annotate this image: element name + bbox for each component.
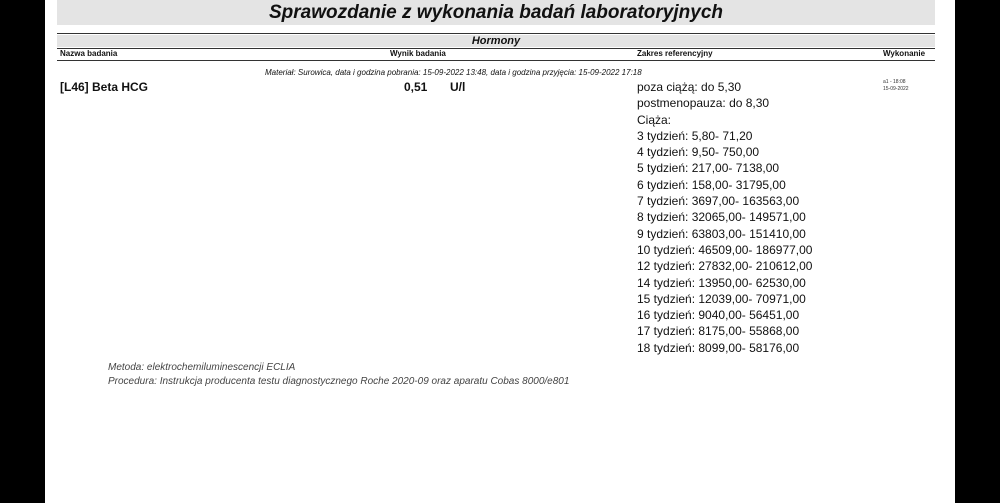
procedure-note: Procedura: Instrukcja producenta testu diagnostycznego Roche 2020-09 oraz aparatu Cobas 8000/e801 — [108, 376, 570, 387]
report-title: Sprawozdanie z wykonania badań laboratoryjnych — [57, 0, 935, 25]
divider — [57, 60, 935, 61]
material-info: Materiał: Surowica, data i godzina pobrania: 15-09-2022 13:48, data i godzina przyjęcia: 15-09-2022 17:18 — [265, 68, 642, 77]
reference-range-item: 17 tydzień: 8175,00- 55868,00 — [637, 324, 800, 339]
execution-date: 15-09-2022 — [883, 86, 909, 92]
reference-range-item: 4 tydzień: 9,50- 750,00 — [637, 145, 760, 160]
reference-range-item: 6 tydzień: 158,00- 31795,00 — [637, 177, 786, 192]
test-name: [L46] Beta HCG — [60, 80, 149, 94]
reference-range-item: 8 tydzień: 32065,00- 149571,00 — [637, 210, 806, 225]
method-note: Metoda: elektrochemiluminescencji ECLIA — [108, 362, 296, 373]
reference-range-item: 5 tydzień: 217,00- 7138,00 — [637, 161, 780, 176]
reference-range-item: 9 tydzień: 63803,00- 151410,00 — [637, 226, 806, 241]
reference-range-item: 7 tydzień: 3697,00- 163563,00 — [637, 194, 800, 209]
reference-range-item: Ciąża: — [637, 112, 672, 127]
reference-range-item: postmenopauza: do 8,30 — [637, 96, 770, 111]
reference-range-item: 12 tydzień: 27832,00- 210612,00 — [637, 259, 813, 274]
column-header-name: Nazwa badania — [60, 49, 118, 58]
reference-range-item: 3 tydzień: 5,80- 71,20 — [637, 128, 753, 143]
execution-code: a1 - 18:08 — [883, 79, 906, 85]
result-value: 0,51 — [404, 80, 428, 94]
section-header: Hormony — [57, 35, 935, 47]
reference-range-item: 10 tydzień: 46509,00- 186977,00 — [637, 242, 813, 257]
result-unit: U/l — [450, 80, 466, 94]
reference-range-list — [637, 79, 812, 356]
reference-range-item: poza ciążą: do 5,30 — [637, 80, 742, 94]
divider — [57, 48, 935, 49]
report-page — [45, 0, 955, 503]
column-header-execution: Wykonanie — [883, 49, 926, 58]
divider — [57, 33, 935, 34]
reference-range-item: 14 tydzień: 13950,00- 62530,00 — [637, 275, 806, 290]
reference-range-item: 18 tydzień: 8099,00- 58176,00 — [637, 340, 800, 355]
execution-info — [883, 79, 909, 93]
reference-range-item: 16 tydzień: 9040,00- 56451,00 — [637, 308, 800, 323]
column-header-range: Zakres referencyjny — [637, 49, 713, 58]
reference-range-item: 15 tydzień: 12039,00- 70971,00 — [637, 291, 806, 306]
column-header-result: Wynik badania — [390, 49, 446, 58]
